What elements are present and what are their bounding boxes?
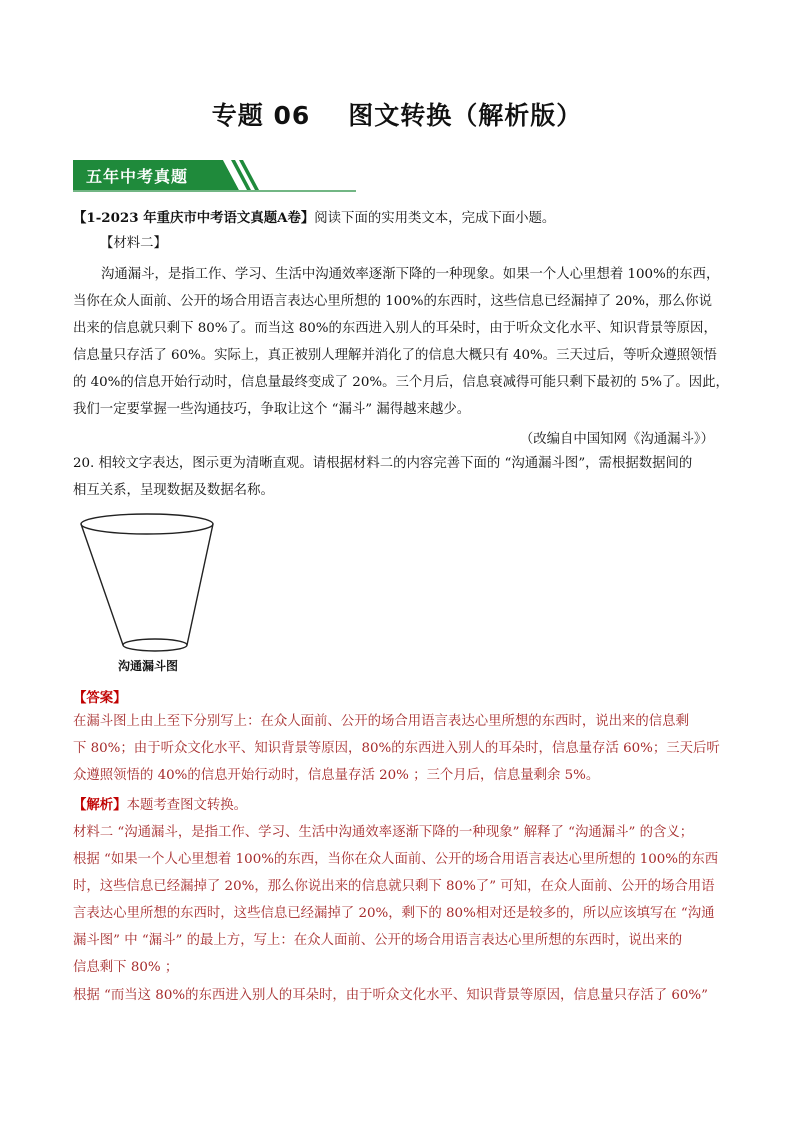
analysis-header [73, 795, 247, 816]
question-20-line-1: 20. 相较文字表达，图示更为清晰直观。请根据材料二的内容完善下面的 “沟通漏斗图”，需根据数据间的 [73, 456, 693, 471]
analysis-line-7: 根据 “而当这 80%的东西进入别人的耳朵时，由于听众文化水平、知识背景等原因，信息量只存活了 60%” [73, 988, 708, 1003]
analysis-intro: 本题考查图文转换。 [126, 798, 248, 813]
passage-line-4: 信息量只存活了 60%。实际上，真正被别人理解并消化了的信息大概只有 40%。三天过后，等听众遵照领悟 [73, 348, 717, 363]
answer-line-2: 下 80%；由于听众文化水平、知识背景等原因，80%的东西进入别人的耳朵时，信息量存活 60%；三天后听 [73, 741, 720, 756]
question-source: 【1-2023 年重庆市中考语文真题A卷】 [73, 210, 315, 226]
banner-label: 五年中考真题 [86, 167, 189, 186]
passage-line-3: 出来的信息就只剩下 80%了。而当这 80%的东西进入别人的耳朵时，由于听众文化水平、知识背景等原因， [73, 321, 717, 336]
page-title [0, 96, 794, 132]
section-banner [73, 157, 358, 193]
funnel-caption: 沟通漏斗图 [118, 659, 179, 673]
question-20-line-2: 相互关系，呈现数据及数据名称。 [73, 483, 274, 498]
analysis-line-1: 材料二 “沟通漏斗，是指工作、学习、生活中沟通效率逐渐下降的一种现象” 解释了 “沟通漏斗” 的含义； [73, 825, 694, 840]
question-header [73, 208, 555, 229]
analysis-line-3: 时，这些信息已经漏掉了 20%，那么你说出来的信息就只剩下 80%了” 可知，在众人面前、公开的场合用语 [73, 879, 715, 894]
answer-label: 【答案】 [73, 690, 127, 706]
passage-line-1: 沟通漏斗，是指工作、学习、生活中沟通效率逐渐下降的一种现象。如果一个人心里想着 100%的东西， [101, 267, 720, 282]
passage-line-5: 的 40%的信息开始行动时，信息量最终变成了 20%。三个月后，信息衰减得可能只剩下最初的 5%了。因此， [73, 375, 729, 390]
analysis-line-6: 信息剩下 80% ； [73, 960, 179, 975]
answer-line-1: 在漏斗图上由上至下分别写上：在众人面前、公开的场合用语言表达心里所想的东西时，说出来的信息剩 [73, 714, 689, 729]
answer-line-3: 众遵照领悟的 40%的信息开始行动时，信息量存活 20% ；三个月后，信息量剩余 5%。 [73, 768, 600, 783]
page-title-number: 专题 06 [211, 101, 311, 130]
passage-line-6: 我们一定要掌握一些沟通技巧，争取让这个 “漏斗” 漏得越来越少。 [73, 402, 471, 417]
page-title-text: 图文转换（解析版） [348, 101, 583, 130]
passage-source: （改编自中国知网《沟通漏斗》） [519, 432, 714, 447]
question-instruction: 阅读下面的实用类文本，完成下面小题。 [314, 211, 556, 226]
funnel-diagram [80, 512, 220, 654]
analysis-line-2: 根据 “如果一个人心里想着 100%的东西，当你在众人面前、公开的场合用语言表达心里所想的 100%的东西 [73, 852, 719, 867]
analysis-line-5: 漏斗图” 中 “漏斗” 的最上方，写上：在众人面前、公开的场合用语言表达心里所想的东西时，说出来的 [73, 933, 683, 948]
passage-line-2: 当你在众人面前、公开的场合用语言表达心里所想的 100%的东西时，这些信息已经漏掉了 20%，那么你说 [73, 294, 712, 309]
material-label: 【材料二】 [100, 236, 167, 251]
analysis-line-4: 言表达心里所想的东西时，这些信息已经漏掉了 20%，剩下的 80%相对还是较多的，所以应该填写在 “沟通 [73, 906, 715, 921]
analysis-label: 【解析】 [73, 797, 127, 813]
